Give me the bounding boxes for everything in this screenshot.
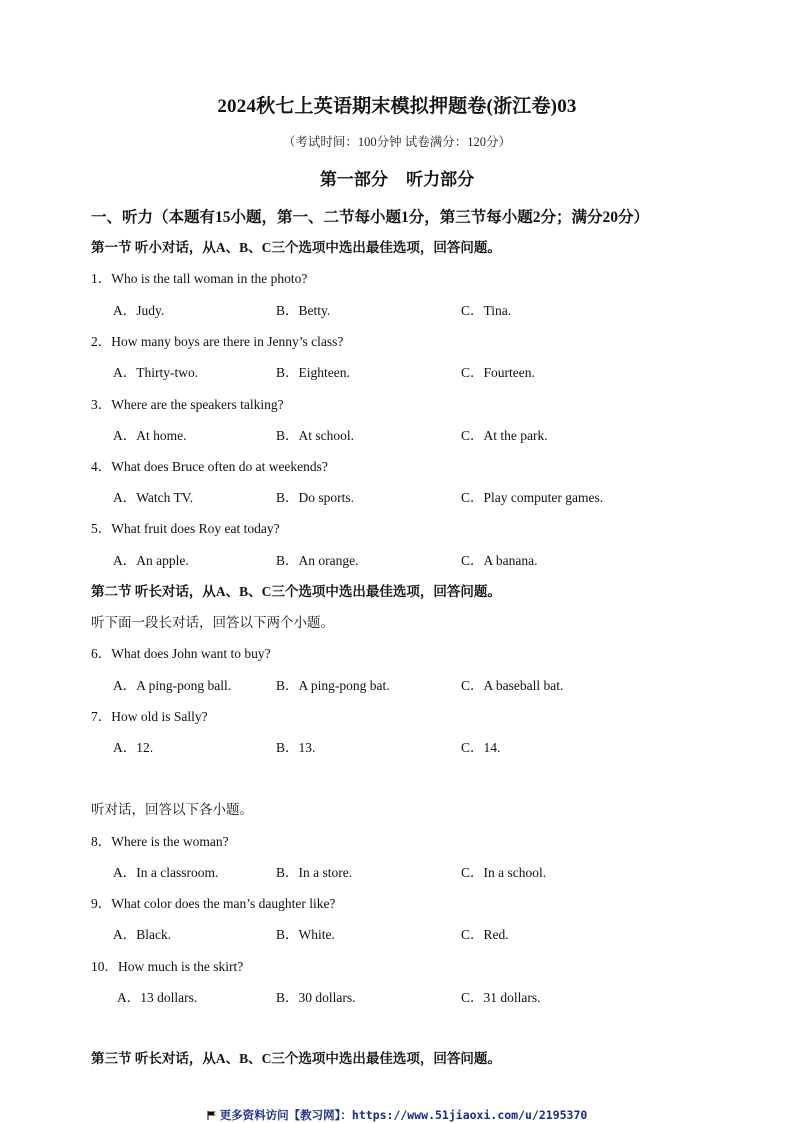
option-b: B．Eighteen. [276, 365, 350, 380]
option-b: B．30 dollars. [276, 990, 356, 1005]
question-stem: 10．How much is the skirt? [91, 959, 244, 974]
flag-icon [207, 1111, 216, 1120]
option-a: A．At home. [113, 428, 187, 443]
option-a: A．An apple. [113, 553, 189, 568]
option-a: A．12. [113, 740, 154, 755]
option-c: C．At the park. [461, 428, 548, 443]
exam-info: （考试时间：100分钟 试卷满分：120分） [282, 135, 512, 149]
option-a: A．Thirty-two. [113, 365, 199, 380]
option-c: C．Fourteen. [461, 365, 535, 380]
section1-label: 第一节 听小对话，从A、B、C三个选项中选出最佳选项，回答问题。 [91, 240, 501, 255]
question-stem: 8．Where is the woman? [91, 834, 229, 849]
option-a: A．13 dollars. [117, 990, 198, 1005]
footer-link[interactable]: 更多资料访问【教习网】：https://www.51jiaoxi.com/u/2195370 [219, 1108, 588, 1122]
option-c: C．A baseball bat. [461, 678, 564, 693]
section2b-instruction: 听对话，回答以下各小题。 [91, 802, 253, 817]
option-c: C．31 dollars. [461, 990, 541, 1005]
option-a: A．Black. [113, 927, 172, 942]
section3-label: 第三节 听长对话，从A、B、C三个选项中选出最佳选项，回答问题。 [91, 1051, 501, 1066]
section-heading: 一、听力（本题有15小题，第一、二节每小题1分，第三节每小题2分；满分20分） [91, 209, 650, 226]
option-b: B．Do sports. [276, 490, 355, 505]
question-stem: 4．What does Bruce often do at weekends? [91, 459, 328, 474]
question-stem: 9．What color does the man’s daughter like? [91, 896, 336, 911]
option-b: B．13. [276, 740, 316, 755]
option-b: B．In a store. [276, 865, 353, 880]
option-a: A．Watch TV. [113, 490, 194, 505]
question-stem: 7．How old is Sally? [91, 709, 208, 724]
option-a: A．A ping-pong ball. [113, 678, 232, 693]
option-c: C．Red. [461, 927, 509, 942]
option-b: B．An orange. [276, 553, 359, 568]
option-b: B．White. [276, 927, 335, 942]
question-stem: 1．Who is the tall woman in the photo? [91, 271, 308, 286]
option-c: C．A banana. [461, 553, 538, 568]
option-b: B．A ping-pong bat. [276, 678, 390, 693]
option-c: C．Play computer games. [461, 490, 604, 505]
question-stem: 2．How many boys are there in Jenny’s class? [91, 334, 344, 349]
footer [0, 1107, 794, 1123]
part-title: 第一部分 听力部分 [319, 170, 475, 189]
page-title: 2024秋七上英语期末模拟押题卷(浙江卷)03 [217, 96, 577, 117]
option-c: C．In a school. [461, 865, 547, 880]
option-a: A．Judy. [113, 303, 165, 318]
section2-instruction: 听下面一段长对话，回答以下两个小题。 [91, 615, 334, 630]
question-stem: 6．What does John want to buy? [91, 646, 271, 661]
option-c: C．14. [461, 740, 501, 755]
question-stem: 3．Where are the speakers talking? [91, 397, 284, 412]
section2-label: 第二节 听长对话，从A、B、C三个选项中选出最佳选项，回答问题。 [91, 584, 501, 599]
option-a: A．In a classroom. [113, 865, 219, 880]
question-stem: 5．What fruit does Roy eat today? [91, 521, 280, 536]
option-c: C．Tina. [461, 303, 512, 318]
option-b: B．Betty. [276, 303, 331, 318]
option-b: B．At school. [276, 428, 355, 443]
